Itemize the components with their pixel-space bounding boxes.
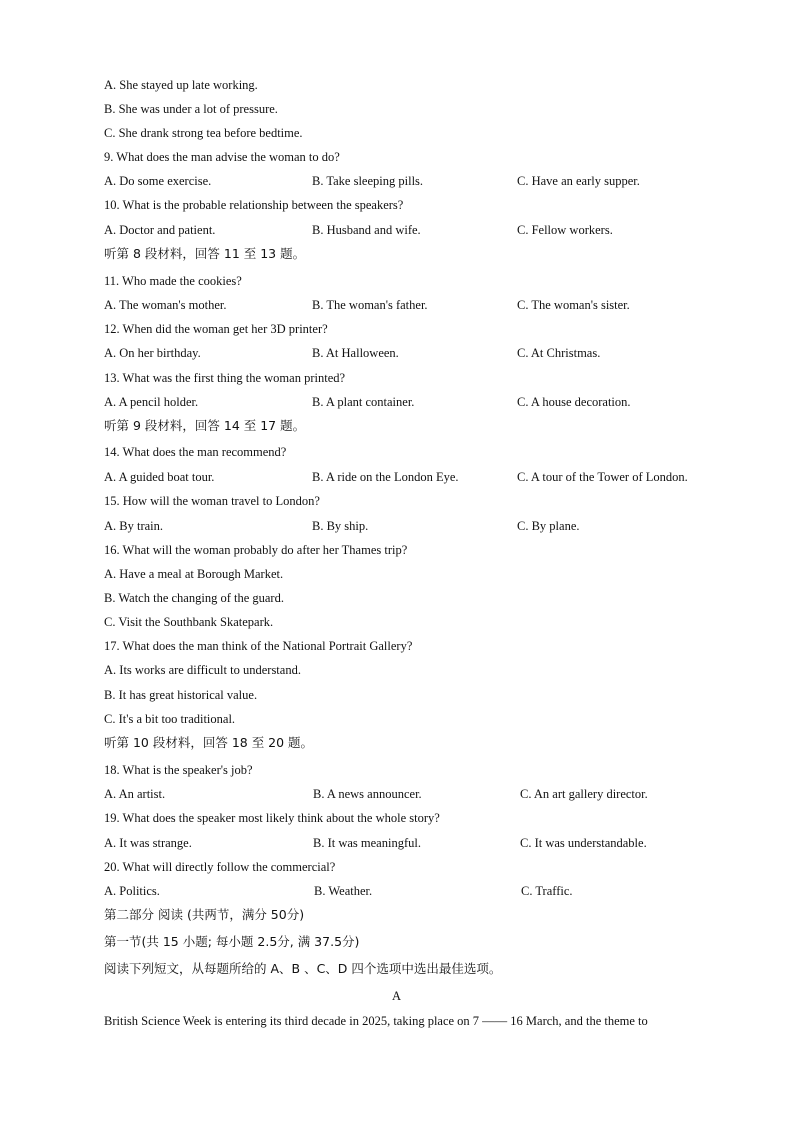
q20-option-a: A. Politics.: [104, 884, 160, 898]
q18-question: 18. What is the speaker's job?: [104, 763, 253, 777]
q9-option-a: A. Do some exercise.: [104, 174, 212, 188]
part-2-section-1: 第一节(共 15 小题; 每小题 2.5分, 满 37.5分): [104, 934, 360, 949]
section-9-instruction: 听第 9 段材料，回答 14 至 17 题。: [104, 418, 306, 433]
q17-option-b: B. It has great historical value.: [104, 688, 258, 702]
part-2-title: 第二部分 阅读 (共两节，满分 50分): [104, 907, 305, 922]
q9-question: 9. What does the man advise the woman to do?: [104, 150, 340, 164]
q18-option-a: A. An artist.: [104, 787, 166, 801]
q13-option-c: C. A house decoration.: [517, 395, 631, 409]
q8-option-a: A. She stayed up late working.: [104, 78, 258, 92]
section-8-instruction: 听第 8 段材料，回答 11 至 13 题。: [104, 246, 306, 261]
q19-option-a: A. It was strange.: [104, 836, 192, 850]
q12-option-a: A. On her birthday.: [104, 346, 201, 360]
q20-question: 20. What will directly follow the commercial?: [104, 860, 336, 874]
q20-option-c: C. Traffic.: [521, 884, 573, 898]
q8-option-b: B. She was under a lot of pressure.: [104, 102, 278, 116]
q15-option-c: C. By plane.: [517, 519, 580, 533]
q14-question: 14. What does the man recommend?: [104, 445, 287, 459]
q12-question: 12. When did the woman get her 3D printer?: [104, 322, 328, 336]
q14-option-c: C. A tour of the Tower of London.: [517, 470, 688, 484]
q12-option-c: C. At Christmas.: [517, 346, 601, 360]
q13-option-a: A. A pencil holder.: [104, 395, 199, 409]
q13-option-b: B. A plant container.: [312, 395, 415, 409]
q10-option-b: B. Husband and wife.: [312, 223, 421, 237]
q16-option-a: A. Have a meal at Borough Market.: [104, 567, 284, 581]
q10-option-c: C. Fellow workers.: [517, 223, 613, 237]
q14-option-b: B. A ride on the London Eye.: [312, 470, 459, 484]
q16-question: 16. What will the woman probably do after her Thames trip?: [104, 543, 408, 557]
q12-option-b: B. At Halloween.: [312, 346, 399, 360]
q8-option-c: C. She drank strong tea before bedtime.: [104, 126, 303, 140]
q11-option-b: B. The woman's father.: [312, 298, 428, 312]
q15-option-b: B. By ship.: [312, 519, 369, 533]
part-2-instruction: 阅读下列短文，从每题所给的 A、B 、C、D 四个选项中选出最佳选项。: [104, 961, 502, 976]
q16-option-b: B. Watch the changing of the guard.: [104, 591, 284, 605]
q15-question: 15. How will the woman travel to London?: [104, 494, 320, 508]
q11-option-a: A. The woman's mother.: [104, 298, 227, 312]
q11-question: 11. Who made the cookies?: [104, 274, 242, 288]
q19-question: 19. What does the speaker most likely think about the whole story?: [104, 811, 440, 825]
q18-option-c: C. An art gallery director.: [520, 787, 648, 801]
q14-option-a: A. A guided boat tour.: [104, 470, 215, 484]
q18-option-b: B. A news announcer.: [313, 787, 422, 801]
q19-option-c: C. It was understandable.: [520, 836, 647, 850]
q10-question: 10. What is the probable relationship between the speakers?: [104, 198, 404, 212]
passage-first-line: British Science Week is entering its third decade in 2025, taking place on 7 —— 16 March, and the theme to: [104, 1014, 648, 1028]
q15-option-a: A. By train.: [104, 519, 164, 533]
q19-option-b: B. It was meaningful.: [313, 836, 421, 850]
q9-option-c: C. Have an early supper.: [517, 174, 640, 188]
q11-option-c: C. The woman's sister.: [517, 298, 630, 312]
q16-option-c: C. Visit the Southbank Skatepark.: [104, 615, 274, 629]
q20-option-b: B. Weather.: [314, 884, 373, 898]
q9-option-b: B. Take sleeping pills.: [312, 174, 424, 188]
q17-question: 17. What does the man think of the National Portrait Gallery?: [104, 639, 413, 653]
q17-option-a: A. Its works are difficult to understand.: [104, 663, 301, 677]
q17-option-c: C. It's a bit too traditional.: [104, 712, 236, 726]
passage-label: A: [391, 989, 402, 1003]
q13-question: 13. What was the first thing the woman printed?: [104, 371, 346, 385]
q10-option-a: A. Doctor and patient.: [104, 223, 216, 237]
section-10-instruction: 听第 10 段材料，回答 18 至 20 题。: [104, 735, 314, 750]
